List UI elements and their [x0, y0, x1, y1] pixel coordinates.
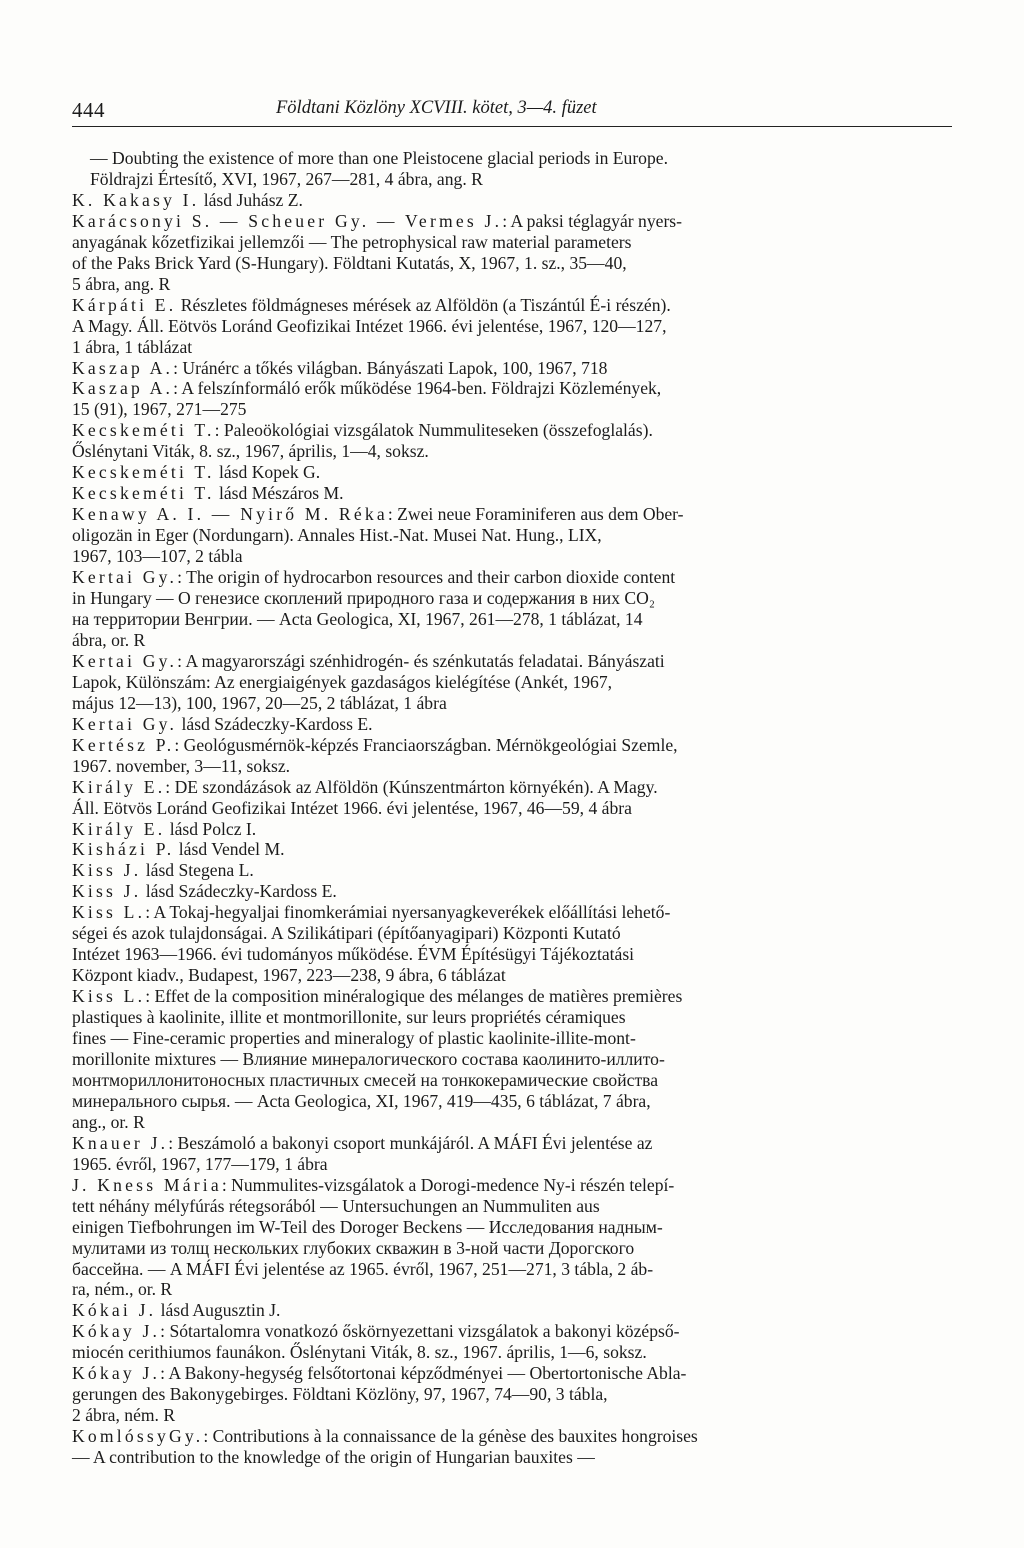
entry-line — [72, 734, 952, 756]
entry-line — [72, 1174, 952, 1196]
entry-line — [72, 923, 952, 944]
entry-line — [72, 210, 952, 232]
entry-author: Kaszap A. — [72, 357, 174, 378]
bibliography-entry — [72, 819, 952, 840]
entry-line — [72, 336, 952, 358]
entry-line — [72, 1237, 952, 1259]
entry-author: Király E. — [72, 818, 166, 839]
entry-text: anyagának kőzetfizikai jellemzői — The petrophysical raw material parameters — [72, 231, 632, 252]
entry-text: ang., or. R — [72, 1111, 145, 1132]
entry-text: : Geológusmérnök-képzés Franciaországban. Mérnökgeológiai Szemle, — [174, 734, 678, 755]
entry-text: lásd Mészáros M. — [214, 483, 344, 504]
entry-text: ra, ném., or. R — [72, 1279, 173, 1300]
entry-text: lásd Szádeczky-Kardoss E. — [141, 881, 337, 902]
entry-line — [72, 357, 952, 379]
entry-text: Őslénytani Viták, 8. sz., 1967, április, 1—4, soksz. — [72, 441, 429, 462]
entry-text: : Sótartalomra vonatkozó őskörnyezettani vizsgálatok a bakonyi középső- — [160, 1321, 680, 1342]
entry-line — [72, 441, 952, 462]
entry-line — [72, 420, 952, 441]
entry-line — [72, 294, 952, 316]
bibliography-entry — [72, 1426, 952, 1468]
entry-text: : Contributions à la connaissance de la génèse des bauxites hongroises — [203, 1426, 698, 1447]
entry-text: plastiques à kaolinite, illite et montmorillonite, sur leurs propriétés céramiques — [72, 1007, 626, 1028]
entry-line — [72, 1321, 952, 1342]
entry-line — [72, 965, 952, 986]
entry-author: Kertai Gy. — [72, 713, 178, 734]
bibliography-entry — [72, 462, 952, 483]
entry-author: Kókay J. — [72, 1321, 161, 1342]
running-title: Földtani Közlöny XCVIII. kötet, 3—4. füzet — [276, 98, 597, 118]
bibliography-entry — [72, 839, 952, 860]
entry-text: morillonite mixtures — Влияние минералогического состава каолинито-иллито- — [72, 1048, 665, 1069]
entry-text: : Nummulites-vizsgálatok a Dorogi-medence Ny-i részén telepí- — [221, 1174, 675, 1195]
entry-line — [72, 755, 952, 777]
bibliography-entry — [72, 483, 952, 504]
bibliography-entry — [72, 504, 952, 567]
entry-text: монтмориллонитоносных пластичных смесей на тонкокерамические свойства — [72, 1069, 659, 1090]
entry-text: lásd Polcz I. — [165, 818, 257, 839]
entry-line — [72, 1195, 952, 1217]
entry-line — [72, 1300, 952, 1321]
entry-line — [72, 608, 952, 630]
entry-author: Kiss J. — [72, 860, 142, 881]
entry-line — [72, 1153, 952, 1175]
entry-line — [72, 399, 952, 420]
entry-line — [72, 1028, 952, 1049]
entry-author: Karácsonyi S. — Scheuer Gy. — Vermes J. — [72, 210, 503, 231]
entry-line — [72, 902, 952, 923]
bibliography-entry — [72, 860, 952, 881]
bibliography-entry — [72, 190, 952, 211]
entry-line — [72, 1342, 952, 1363]
entry-line — [72, 1384, 952, 1405]
entry-line — [72, 839, 952, 860]
bibliography-entry — [72, 358, 952, 379]
entry-line — [72, 986, 952, 1007]
entry-text: ségei és azok tulajdonságai. A Szilikátipari (építőanyagipari) Központi Kutató — [72, 923, 621, 944]
entry-text: 15 (91), 1967, 271—275 — [72, 399, 247, 420]
entry-text: — Doubting the existence of more than one Pleistocene glacial periods in Europe. — [90, 148, 668, 168]
bibliography-entry — [72, 881, 952, 902]
entry-line — [72, 1132, 952, 1154]
entry-text: — A contribution to the knowledge of the origin of Hungarian bauxites — — [72, 1447, 595, 1468]
bibliography-entry — [72, 1300, 952, 1321]
entry-line — [72, 1426, 952, 1447]
entry-text: gerungen des Bakonygebirges. Földtani Közlöny, 97, 1967, 74—90, 3 tábla, — [72, 1384, 608, 1405]
entry-line — [72, 650, 952, 672]
entry-line — [72, 1447, 952, 1468]
entry-line — [72, 462, 952, 483]
entry-text: : Uránérc a tőkés világban. Bányászati Lapok, 100, 1967, 718 — [173, 357, 608, 378]
entry-line — [72, 1069, 952, 1091]
entry-text: бассейна. — A MÁFI Évi jelentése az 1965. évről, 1967, 251—271, 3 tábla, 2 áb- — [72, 1258, 654, 1279]
entry-line — [72, 567, 952, 588]
entry-line — [72, 1279, 952, 1300]
entry-line — [72, 629, 952, 651]
entry-line — [72, 1258, 952, 1280]
entry-line — [72, 1111, 952, 1133]
entry-text: in Hungary — О генезисе скоплений природного газа и содержания в них CO₂ — [72, 588, 655, 609]
entry-text: 1967. november, 3—11, soksz. — [72, 755, 291, 776]
entry-author: KomlóssyGy. — [72, 1426, 204, 1447]
entry-author: Kókai J. — [72, 1300, 157, 1321]
bibliography-entry — [72, 902, 952, 986]
bibliography-entry — [72, 211, 952, 295]
entry-text: lásd Stegena L. — [141, 860, 254, 881]
entry-line — [72, 1007, 952, 1028]
entry-line — [72, 713, 952, 735]
bibliography-entry — [72, 714, 952, 735]
bibliography-entry — [72, 1321, 952, 1363]
bibliography-entry — [72, 1175, 952, 1301]
entry-line — [72, 189, 952, 211]
entry-line — [72, 776, 952, 798]
entry-text: : Zwei neue Foraminiferen aus dem Ober- — [387, 504, 684, 525]
entry-text: : A paksi téglagyár nyers- — [502, 210, 683, 231]
bibliography-entry — [72, 567, 952, 651]
entry-text: Központ kiadv., Budapest, 1967, 223—238, 9 ábra, 6 táblázat — [72, 965, 506, 986]
entry-text: oligozän in Eger (Nordungarn). Annales Hist.-Nat. Musei Nat. Hung., LIX, — [72, 525, 602, 546]
entry-text: ábra, or. R — [72, 629, 146, 650]
entry-author: Kecskeméti T. — [72, 462, 215, 483]
entry-author: Kiss J. — [72, 881, 142, 902]
entry-text: 1965. évről, 1967, 177—179, 1 ábra — [72, 1153, 328, 1174]
entry-text: tett néhány mélyfúrás rétegsorából — Untersuchungen an Nummuliten aus — [72, 1195, 600, 1216]
entry-line — [72, 881, 952, 902]
entry-author: Király E. — [72, 776, 166, 797]
page-number: 444 — [72, 98, 105, 122]
entry-author: Kárpáti E. — [72, 294, 177, 315]
entry-text: : Paleoökológiai vizsgálatok Nummuliteseken (összefoglalás). — [214, 420, 653, 441]
entry-line — [72, 588, 952, 609]
entry-text: einigen Tiefbohrungen im W-Teil des Doroger Beckens — Исследования надным- — [72, 1216, 663, 1237]
bibliography-entry — [72, 1133, 952, 1175]
entry-text: 1967, 103—107, 2 tábla — [72, 546, 243, 567]
entry-line — [72, 1090, 952, 1112]
entry-author: K. Kakasy I. — [72, 189, 200, 210]
entry-line — [72, 1048, 952, 1070]
entry-text: : Effet de la composition minéralogique des mélanges de matières premières — [145, 986, 683, 1007]
entry-line — [72, 546, 952, 567]
entry-text: : Beszámoló a bakonyi csoport munkájáról. A MÁFI Évi jelentése az — [168, 1132, 653, 1153]
entry-text: : A Tokaj-hegyaljai finomkerámiai nyersanyagkeverékek előállítási lehető- — [145, 902, 671, 923]
entry-line — [72, 315, 952, 337]
entry-text: 2 ábra, ném. R — [72, 1405, 176, 1426]
entry-line — [90, 148, 952, 169]
entry-text: A Magy. Áll. Eötvös Loránd Geofizikai Intézet 1966. évi jelentése, 1967, 120—127, — [72, 315, 667, 336]
entry-text: május 12—13), 100, 1967, 20—25, 2 táblázat, 1 ábra — [72, 692, 447, 713]
entry-line — [72, 525, 952, 546]
entry-line — [72, 797, 952, 819]
entry-author: Kecskeméti T. — [72, 420, 215, 441]
entry-text: miocén cerithiumos faunákon. Őslénytani Viták, 8. sz., 1967. április, 1—6, soksz. — [72, 1342, 647, 1363]
bibliography-entry — [72, 1363, 952, 1426]
entry-text: of the Paks Brick Yard (S-Hungary). Földtani Kutatás, X, 1967, 1. sz., 35—40, — [72, 252, 627, 273]
entry-line — [90, 169, 952, 190]
entry-author: Kókay J. — [72, 1363, 161, 1384]
entry-text: : DE szondázások az Alföldön (Kúnszentmárton környékén). A Magy. — [165, 776, 658, 797]
entry-text: минерального сырья. — Acta Geologica, XI, 1967, 419—435, 6 táblázat, 7 ábra, — [72, 1090, 651, 1111]
bibliography-entry — [72, 735, 952, 777]
entry-author: Kiss L. — [72, 986, 146, 1007]
entry-line — [72, 692, 952, 714]
entry-line — [72, 1405, 952, 1426]
entry-text: lásd Augusztin J. — [156, 1300, 281, 1321]
entry-text: fines — Fine-ceramic properties and mineralogy of plastic kaolinite-illite-mont- — [72, 1028, 636, 1049]
entry-text: Áll. Eötvös Loránd Geofizikai Intézet 1966. évi jelentése, 1967, 46—59, 4 ábra — [72, 797, 632, 818]
entry-line — [72, 818, 952, 840]
entry-line — [72, 944, 952, 965]
entry-text: lásd Vendel M. — [174, 839, 285, 860]
entry-author: Kertai Gy. — [72, 567, 178, 588]
entry-text: : The origin of hydrocarbon resources and their carbon dioxide content — [177, 567, 676, 588]
entry-author: Kiss L. — [72, 902, 146, 923]
entry-author: Kecskeméti T. — [72, 483, 215, 504]
entry-text: Földrajzi Értesítő, XVI, 1967, 267—281, 4 ábra, ang. R — [90, 168, 483, 189]
entry-text: на территории Венгрии. — Acta Geologica, XI, 1967, 261—278, 1 táblázat, 14 — [72, 608, 643, 629]
entry-line — [72, 860, 952, 881]
entry-author: Kertész P. — [72, 734, 175, 755]
entry-text: 5 ábra, ang. R — [72, 273, 171, 294]
bibliography-entry — [72, 651, 952, 714]
bibliography-entry — [72, 378, 952, 420]
bibliography-entry — [72, 148, 952, 190]
bibliography-list — [72, 148, 952, 1468]
entry-text: мулитами из толщ нескольких глубоких скважин в 3-ной части Дорогского — [72, 1237, 635, 1258]
entry-line — [72, 252, 952, 274]
bibliography-entry — [72, 777, 952, 819]
entry-line — [72, 671, 952, 693]
entry-text: lásd Juhász Z. — [199, 189, 303, 210]
entry-line — [72, 1363, 952, 1384]
bibliography-entry — [72, 295, 952, 358]
entry-line — [72, 273, 952, 295]
entry-text: lásd Kopek G. — [214, 462, 321, 483]
entry-text: : A magyarországi szénhidrogén- és szénkutatás feladatai. Bányászati — [177, 650, 665, 671]
entry-text: : A felszínformáló erők működése 1964-ben. Földrajzi Közlemények, — [173, 378, 662, 399]
entry-author: J. Kness Mária — [72, 1174, 222, 1195]
entry-line — [72, 231, 952, 253]
entry-author: Kaszap A. — [72, 378, 174, 399]
page-header — [72, 96, 952, 127]
entry-text: lásd Szádeczky-Kardoss E. — [177, 713, 373, 734]
entry-author: Kisházi P. — [72, 839, 175, 860]
entry-author: Knauer J. — [72, 1132, 169, 1153]
entry-author: Kenawy A. I. — Nyirő M. Réka — [72, 504, 388, 525]
entry-line — [72, 378, 952, 399]
entry-text: Részletes földmágneses mérések az Alföldön (a Tiszántúl É-i részén). — [176, 294, 671, 315]
entry-line — [72, 504, 952, 525]
entry-line — [72, 483, 952, 504]
entry-text: 1 ábra, 1 táblázat — [72, 336, 193, 357]
entry-text: : A Bakony-hegység felsőtortonai képződményei — Obertortonische Abla- — [160, 1363, 687, 1384]
entry-line — [72, 1216, 952, 1238]
entry-author: Kertai Gy. — [72, 650, 178, 671]
bibliography-entry — [72, 420, 952, 462]
bibliography-entry — [72, 986, 952, 1133]
entry-text: Lapok, Különszám: Az energiaigények gazdaságos kielégítése (Ankét, 1967, — [72, 671, 613, 692]
entry-text: Intézet 1963—1966. évi tudományos működése. ÉVM Építésügyi Tájékoztatási — [72, 944, 635, 965]
